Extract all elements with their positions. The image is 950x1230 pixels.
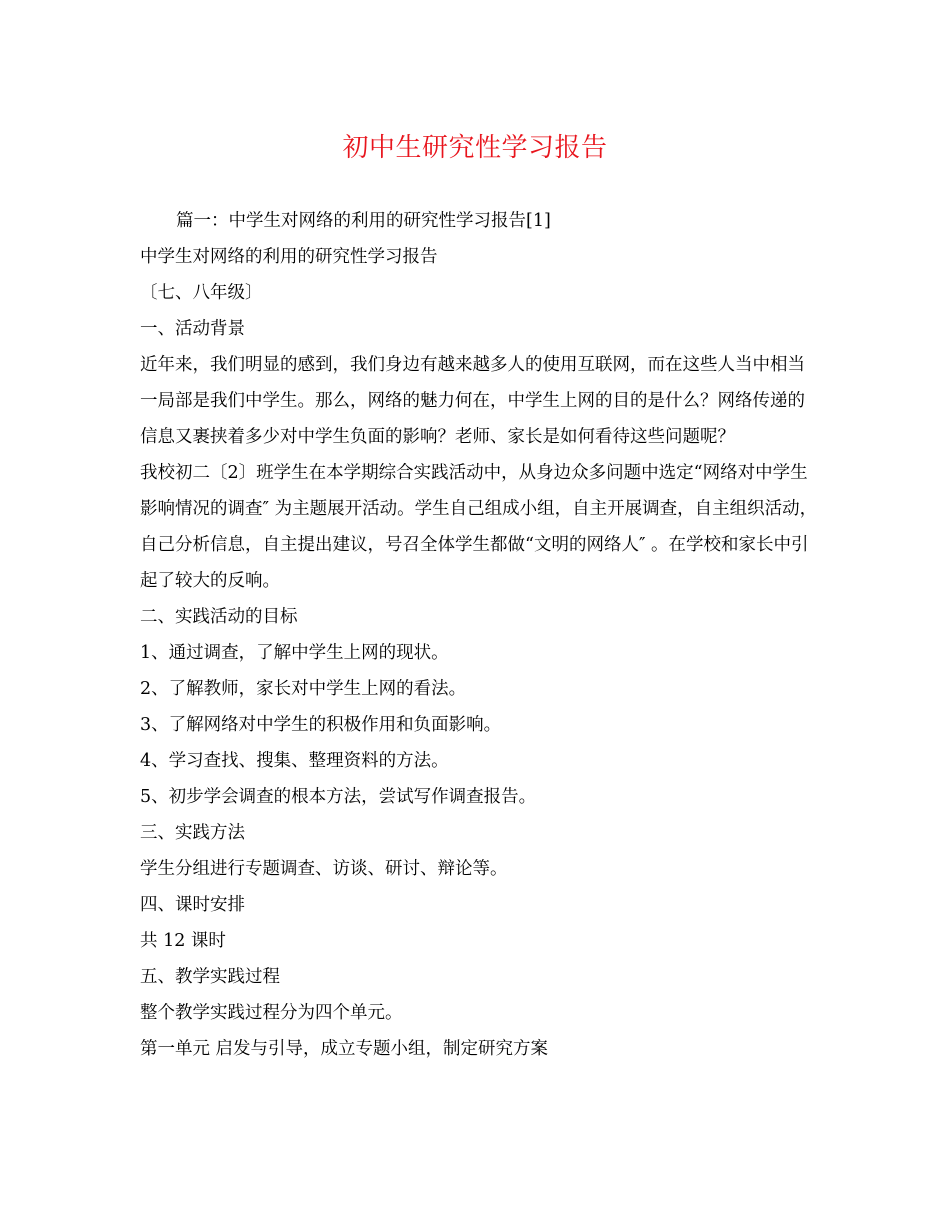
document-title: 初中生研究性学习报告 — [342, 133, 608, 163]
grade-note: 〔七、八年级〕 — [140, 283, 263, 303]
heading-schedule: 四、课时安排 — [140, 895, 245, 915]
goal-item: 5、初步学会调查的根本方法，尝试写作调查报告。 — [140, 787, 537, 807]
heading-goals: 二、实践活动的目标 — [140, 607, 298, 627]
heading-background: 一、活动背景 — [140, 319, 245, 339]
goal-item: 2、了解教师，家长对中学生上网的看法。 — [140, 679, 467, 699]
section-heading-article-one: 篇一：中学生对网络的利用的研究性学习报告[1] — [176, 211, 551, 231]
paragraph-process: 整个教学实践过程分为四个单元。 — [140, 1003, 403, 1023]
heading-process: 五、教学实践过程 — [140, 967, 280, 987]
goal-item: 4、学习查找、搜集、整理资料的方法。 — [140, 751, 449, 771]
document-body — [140, 203, 820, 1067]
report-subtitle: 中学生对网络的利用的研究性学习报告 — [140, 247, 438, 267]
paragraph-methods: 学生分组进行专题调查、访谈、研讨、辩论等。 — [140, 859, 508, 879]
goal-item: 1、通过调查，了解中学生上网的现状。 — [140, 643, 449, 663]
paragraph-class-activity: 我校初二〔2〕班学生在本学期综合实践活动中，从身边众多问题中选定“网络对中学生影响情况的调查″ 为主题展开活动。学生自己组成小组，自主开展调查，自主组织活动，自己分析信息，自主提出建议，号召全体学生都做“文明的网络人″ 。在学校和家长中引起了较大的反响。 — [140, 463, 818, 591]
paragraph-schedule: 共 12 课时 — [140, 931, 226, 951]
paragraph-background: 近年来，我们明显的感到，我们身边有越来越多人的使用互联网，而在这些人当中相当一局部是我们中学生。那么，网络的魅力何在，中学生上网的目的是什么？网络传递的信息又裹挟着多少对中学生负面的影响？老师、家长是如何看待这些问题呢？ — [140, 355, 805, 447]
heading-methods: 三、实践方法 — [140, 823, 245, 843]
goal-item: 3、了解网络对中学生的积极作用和负面影响。 — [140, 715, 502, 735]
paragraph-unit-one: 第一单元 启发与引导，成立专题小组，制定研究方案 — [140, 1039, 549, 1059]
